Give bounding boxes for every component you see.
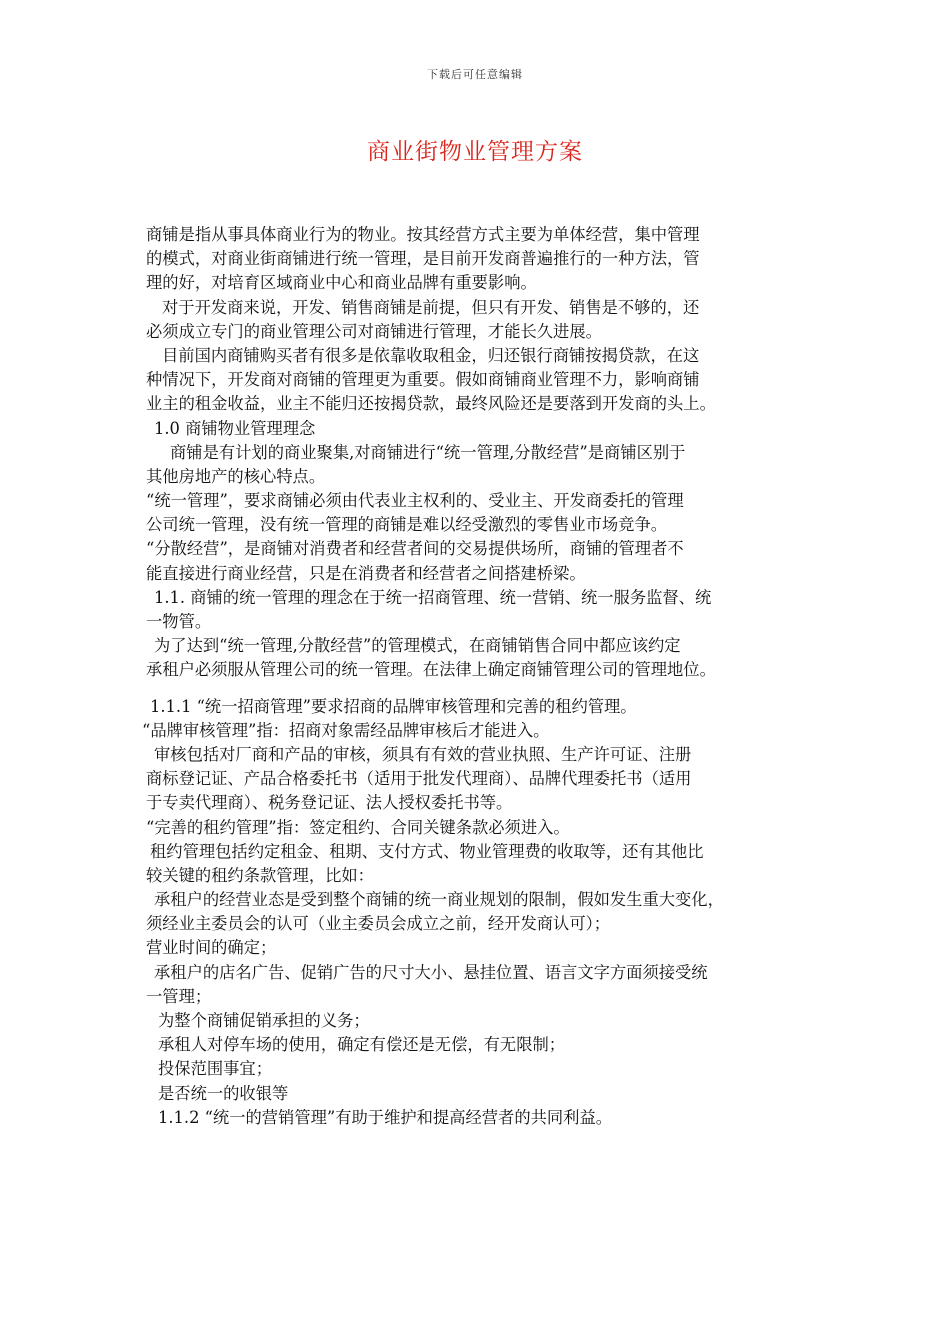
paragraph-line: 理的好，对培育区域商业中心和商业品牌有重要影响。 xyxy=(146,273,537,293)
section-heading: 1.0 商铺物业管理理念 xyxy=(154,418,316,438)
section-heading: 1.1.1 “统一招商管理”要求招商的品牌审核管理和完善的租约管理。 xyxy=(150,696,637,716)
paragraph-line: 一物管。 xyxy=(146,612,212,631)
paragraph-line: 公司统一管理，没有统一管理的商铺是难以经受激烈的零售业市场竞争。 xyxy=(146,515,668,535)
paragraph-line: 商标登记证、产品合格委托书（适用于批发代理商）、品牌代理委托书（适用 xyxy=(146,769,692,789)
document-body xyxy=(142,223,814,1130)
paragraph-line: 种情况下，开发商对商铺的管理更为重要。假如商铺商业管理不力，影响商铺 xyxy=(146,370,700,390)
paragraph-line: 审核包括对厂商和产品的审核，须具有有效的营业执照、生产许可证、注册 xyxy=(154,744,692,764)
paragraph-line: 承租户必须服从管理公司的统一管理。在法律上确定商铺管理公司的管理地位。 xyxy=(146,660,716,680)
paragraph-line: 目前国内商铺购买者有很多是依靠收取租金，归还银行商铺按揭贷款，在这 xyxy=(162,345,700,365)
page-header-note: 下载后可任意编辑 xyxy=(427,68,523,81)
paragraph-line: 商铺是指从事具体商业行为的物业。按其经营方式主要为单体经营，集中管理 xyxy=(146,225,700,244)
paragraph-line: 于专卖代理商）、税务登记证、法人授权委托书等。 xyxy=(146,793,513,813)
paragraph-line: 的模式，对商业街商铺进行统一管理，是目前开发商普遍推行的一种方法，管 xyxy=(146,249,700,269)
paragraph-line: 营业时间的确定； xyxy=(146,938,277,958)
paragraph-line: 较关键的租约条款管理，比如： xyxy=(146,865,374,885)
paragraph-line: 商铺是有计划的商业聚集,对商铺进行“统一管理,分散经营”是商铺区别于 xyxy=(170,442,686,462)
paragraph-line: 承租户的店名广告、促销广告的尺寸大小、悬挂位置、语言文字方面须接受统 xyxy=(154,962,708,982)
paragraph-line: “完善的租约管理”指：签定租约、合同关键条款必须进入。 xyxy=(146,817,570,837)
paragraph-line: “分散经营”，是商铺对消费者和经营者间的交易提供场所，商铺的管理者不 xyxy=(146,539,684,559)
document-title: 商业街物业管理方案 xyxy=(367,139,583,165)
paragraph-line: 为了达到“统一管理,分散经营”的管理模式，在商铺销售合同中都应该约定 xyxy=(154,636,681,656)
paragraph-line: 为整个商铺促销承担的义务； xyxy=(158,1011,370,1030)
paragraph-line: “品牌审核管理”指：招商对象需经品牌审核后才能进入。 xyxy=(142,720,550,740)
paragraph-line: 须经业主委员会的认可（业主委员会成立之前，经开发商认可）； xyxy=(146,914,611,934)
paragraph-line: 是否统一的收银等 xyxy=(158,1083,289,1103)
paragraph-line: 能直接进行商业经营，只是在消费者和经营者之间搭建桥梁。 xyxy=(146,563,586,583)
section-heading: 1.1. 商铺的统一管理的理念在于统一招商管理、统一营销、统一服务监督、统 xyxy=(154,587,712,607)
paragraph-line: 租约管理包括约定租金、租期、支付方式、物业管理费的收取等，还有其他比 xyxy=(150,841,704,861)
paragraph-line: 必须成立专门的商业管理公司对商铺进行管理，才能长久进展。 xyxy=(146,321,602,341)
paragraph-line: 投保范围事宜； xyxy=(158,1059,272,1079)
paragraph-line: 对于开发商来说，开发、销售商铺是前提，但只有开发、销售是不够的，还 xyxy=(162,297,700,317)
paragraph-line: 承租人对停车场的使用，确定有偿还是无偿，有无限制； xyxy=(158,1035,566,1055)
paragraph-line: 业主的租金收益，业主不能归还按揭贷款，最终风险还是要落到开发商的头上。 xyxy=(146,394,716,414)
paragraph-gap xyxy=(146,683,814,695)
paragraph-line: “统一管理”，要求商铺必须由代表业主权利的、受业主、开发商委托的管理 xyxy=(146,491,684,511)
section-heading: 1.1.2 “统一的营销管理”有助于维护和提高经营者的共同利益。 xyxy=(158,1107,613,1127)
paragraph-line: 一管理； xyxy=(146,986,212,1006)
paragraph-line: 承租户的经营业态是受到整个商铺的统一商业规划的限制，假如发生重大变化， xyxy=(154,890,724,910)
paragraph-line: 其他房地产的核心特点。 xyxy=(146,466,326,486)
